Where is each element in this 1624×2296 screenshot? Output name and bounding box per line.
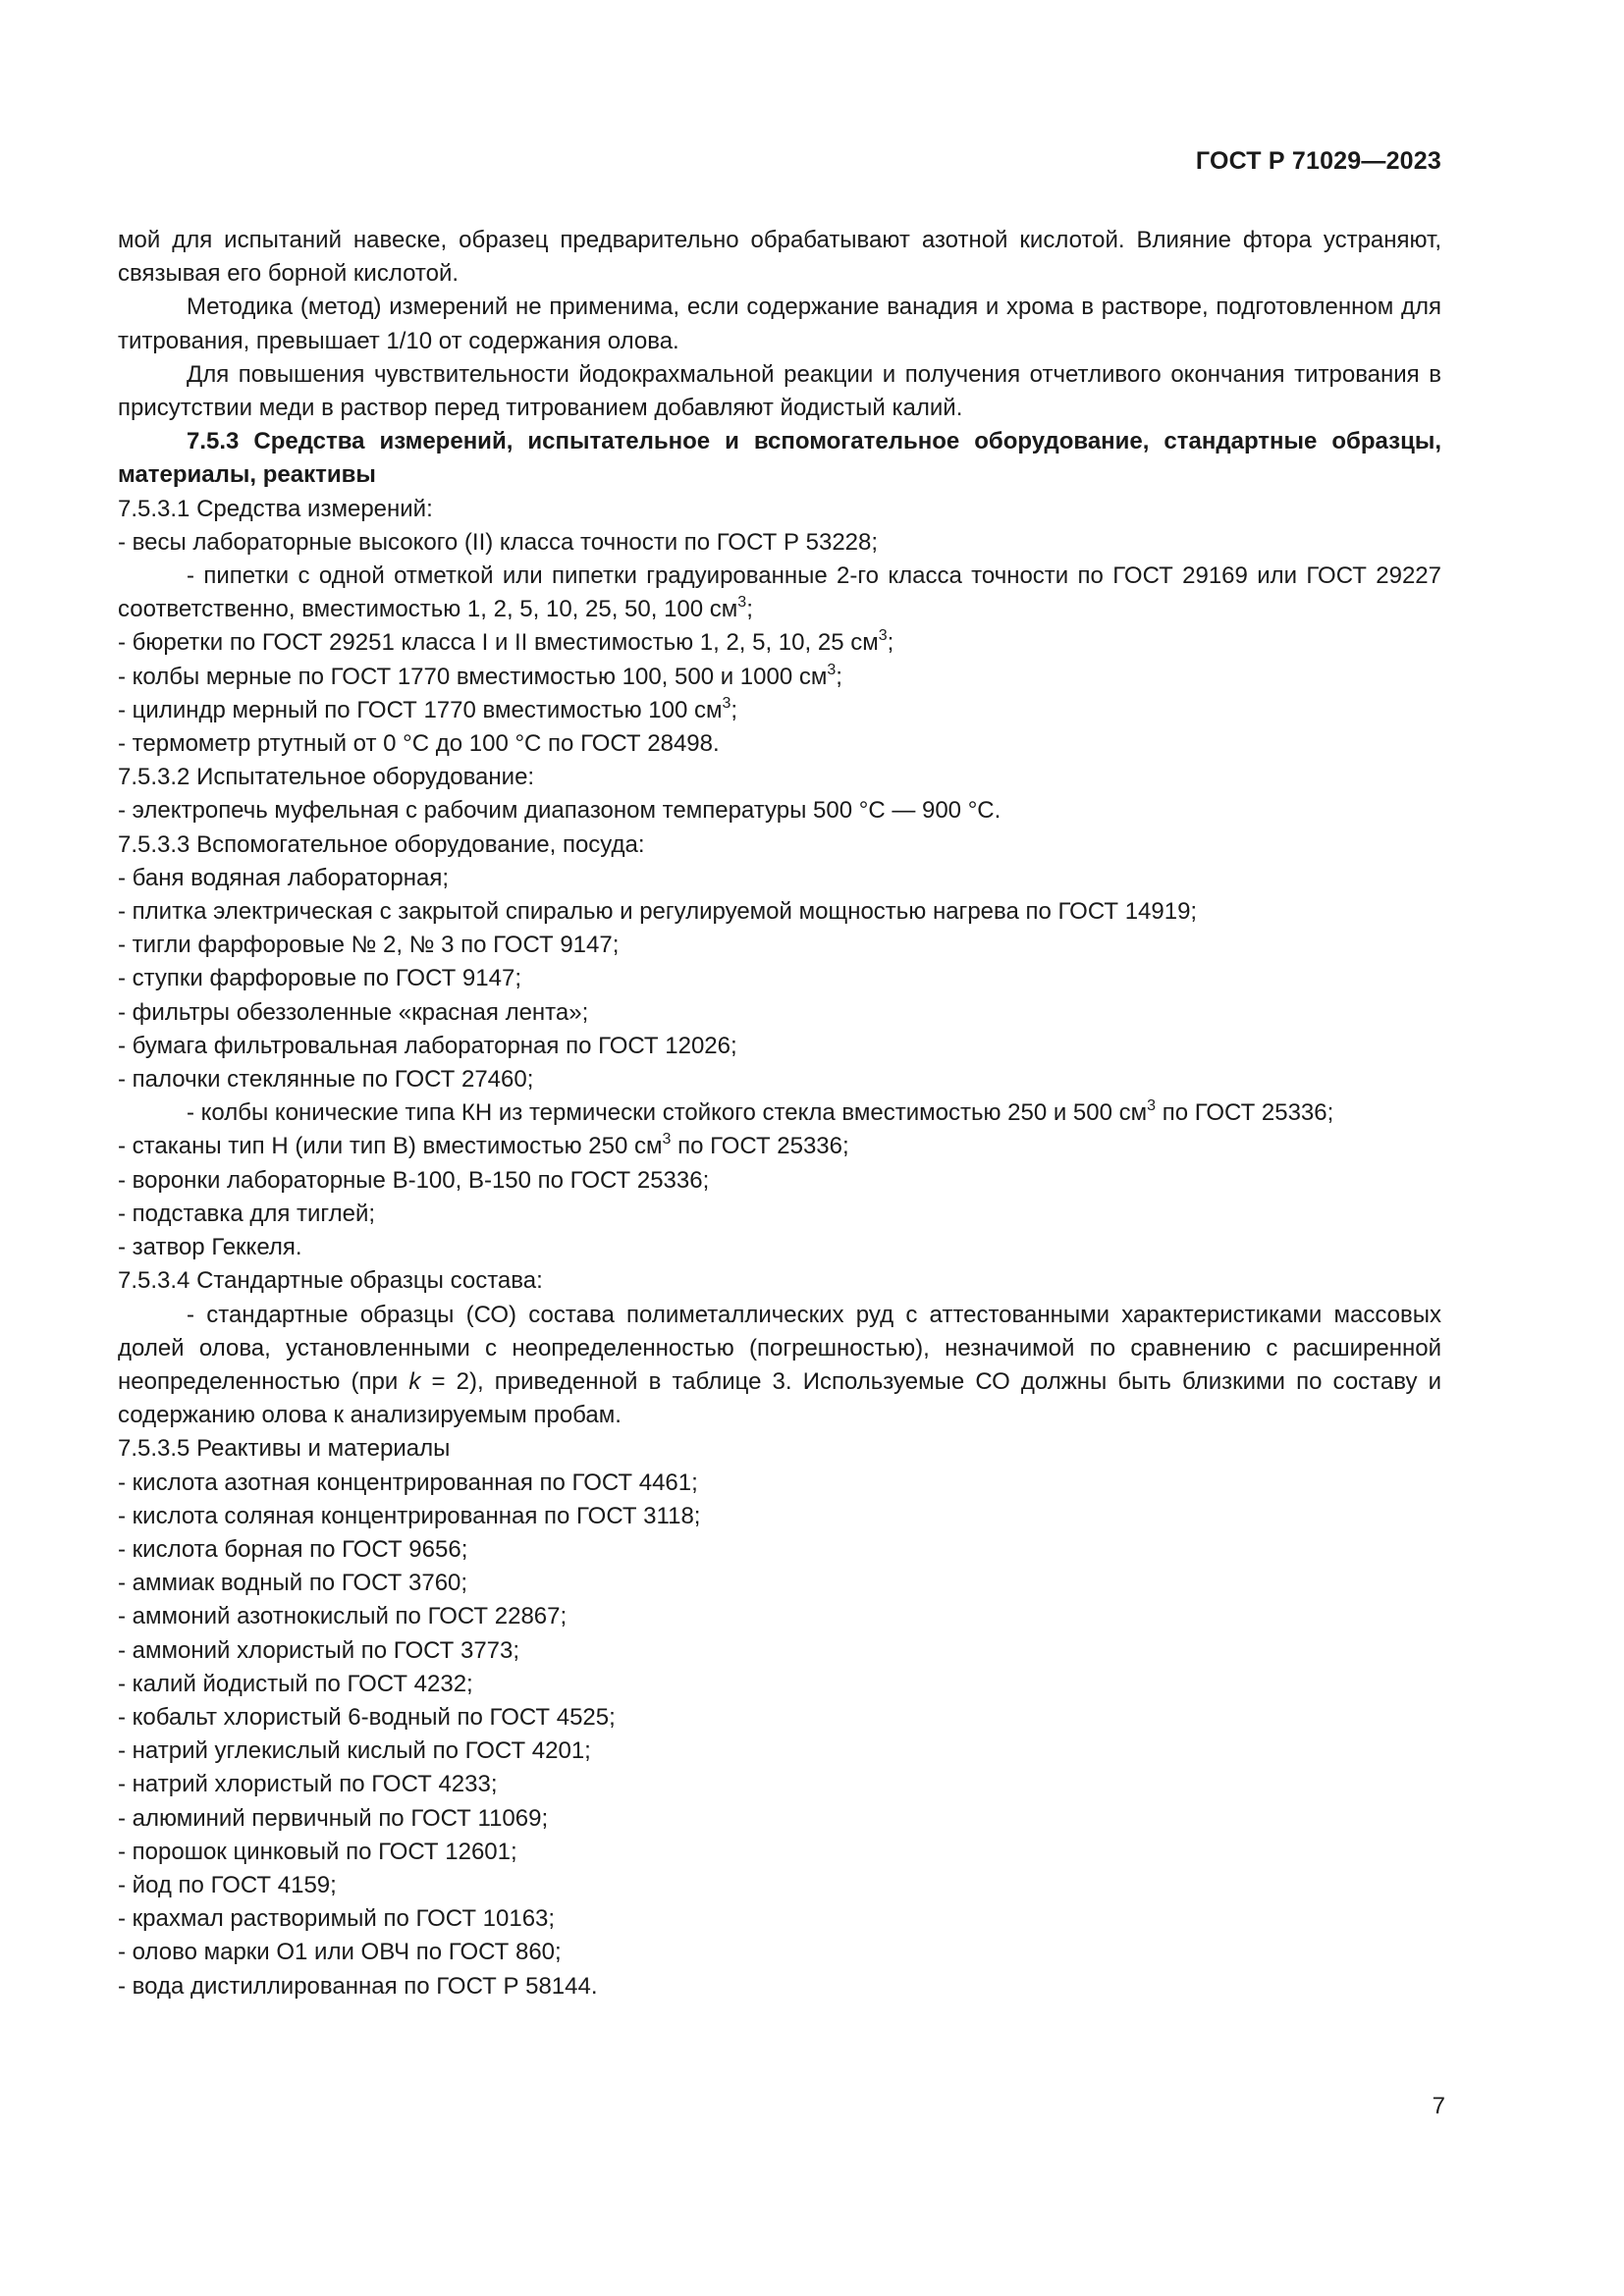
list-item <box>118 560 1441 626</box>
list-item: - кислота борная по ГОСТ 9656; <box>118 1535 468 1563</box>
subsection-heading-7-5-3-4: 7.5.3.4 Стандартные образцы состава: <box>118 1267 543 1295</box>
subsection-heading-7-5-3-3: 7.5.3.3 Вспомогательное оборудование, посуда: <box>118 830 645 858</box>
subsection-heading-7-5-3-5: 7.5.3.5 Реактивы и материалы <box>118 1435 451 1463</box>
paragraph-applicability: Методика (метод) измерений не применима, если содержание ванадия и хрома в растворе, подготовленном для титрования, превышает 1/10 от содержания олова. <box>118 294 1441 354</box>
list-item <box>118 661 1441 694</box>
list-item-text: = 2), приведенной в таблице 3. Используемые СО должны быть близкими по составу и содержанию олова к анализируемым пробам. <box>118 1367 1441 1429</box>
list-item-punct: ; <box>746 596 753 623</box>
section-heading-7-5-3: 7.5.3 Средства измерений, испытательное и вспомогательное оборудование, стандартные образцы, материалы, реактивы <box>118 428 1441 489</box>
math-variable: k <box>408 1367 421 1395</box>
list-item: - бумага фильтровальная лабораторная по ГОСТ 12026; <box>118 1032 737 1059</box>
list-item-text: - стандартные образцы (СО) состава полиметаллических руд с аттестованными характеристиками массовых долей олова, установленными с неопределенностью (погрешностью), незначимой по сравнению с расширенной неопределенностью (при <box>118 1301 1441 1395</box>
list-item: - электропечь муфельная с рабочим диапазоном температуры 500 °C — 900 °C. <box>118 797 1001 825</box>
subsection-heading-7-5-3-1: 7.5.3.1 Средства измерений: <box>118 495 433 522</box>
list-item: - аммоний азотнокислый по ГОСТ 22867; <box>118 1603 568 1630</box>
superscript: 3 <box>737 594 747 612</box>
list-item: - кобальт хлористый 6-водный по ГОСТ 4525; <box>118 1703 616 1731</box>
superscript: 3 <box>827 661 837 678</box>
list-item: - ступки фарфоровые по ГОСТ 9147; <box>118 965 521 992</box>
list-item: - термометр ртутный от 0 °C до 100 °C по ГОСТ 28498. <box>118 730 720 758</box>
list-item: - фильтры обеззоленные «красная лента»; <box>118 998 589 1026</box>
list-item: - крахмал растворимый по ГОСТ 10163; <box>118 1905 556 1933</box>
list-item-text: - пипетки с одной отметкой или пипетки градуированные 2-го класса точности по ГОСТ 29169 или ГОСТ 29227 соответственно, вместимостью 1, 2, 5, 10, 25, 50, 100 см <box>118 562 1441 623</box>
list-item: - йод по ГОСТ 4159; <box>118 1871 337 1898</box>
list-item: - олово марки О1 или ОВЧ по ГОСТ 860; <box>118 1939 562 1966</box>
list-item-text: - колбы конические типа КН из термически стойкого стекла вместимостью 250 и 500 см <box>187 1099 1148 1127</box>
page-number: 7 <box>1432 2093 1445 2119</box>
list-item: - порошок цинковый по ГОСТ 12601; <box>118 1838 517 1865</box>
list-item-punct: ; <box>731 696 738 723</box>
list-item-text: - цилиндр мерный по ГОСТ 1770 вместимостью 100 см <box>118 696 723 723</box>
list-item <box>118 1299 1441 1433</box>
list-item-punct: ; <box>887 629 894 657</box>
subsection-heading-7-5-3-2: 7.5.3.2 Испытательное оборудование: <box>118 764 535 791</box>
list-item-text: по ГОСТ 25336; <box>1156 1099 1334 1127</box>
list-item-text: - колбы мерные по ГОСТ 1770 вместимостью 100, 500 и 1000 см <box>118 663 828 690</box>
list-item: - алюминий первичный по ГОСТ 11069; <box>118 1804 549 1832</box>
list-item-text: по ГОСТ 25336; <box>671 1133 849 1160</box>
superscript: 3 <box>662 1131 672 1148</box>
list-item <box>118 626 1441 660</box>
list-item-punct: ; <box>836 663 842 690</box>
document-header: ГОСТ Р 71029—2023 <box>1195 147 1441 175</box>
list-item: - аммоний хлористый по ГОСТ 3773; <box>118 1636 520 1664</box>
list-item: - палочки стеклянные по ГОСТ 27460; <box>118 1066 534 1094</box>
list-item-text: - бюретки по ГОСТ 29251 класса I и II вместимостью 1, 2, 5, 10, 25 см <box>118 629 879 657</box>
list-item: - натрий хлористый по ГОСТ 4233; <box>118 1771 498 1798</box>
list-item: - воронки лабораторные В-100, В-150 по ГОСТ 25336; <box>118 1166 710 1194</box>
list-item: - калий йодистый по ГОСТ 4232; <box>118 1670 473 1697</box>
list-item: - кислота соляная концентрированная по ГОСТ 3118; <box>118 1502 701 1529</box>
list-item: - весы лабораторные высокого (II) класса точности по ГОСТ Р 53228; <box>118 528 879 556</box>
list-item <box>118 1130 1441 1163</box>
document-body <box>118 224 1441 2003</box>
list-item: - аммиак водный по ГОСТ 3760; <box>118 1570 468 1597</box>
list-item: - тигли фарфоровые № 2, № 3 по ГОСТ 9147; <box>118 932 620 959</box>
paragraph-continuation: мой для испытаний навеске, образец предварительно обрабатывают азотной кислотой. Влияние фтора устраняют, связывая его борной кислотой. <box>118 227 1441 288</box>
list-item: - подставка для тиглей; <box>118 1200 376 1227</box>
superscript: 3 <box>1147 1097 1157 1115</box>
reagents-list <box>118 1467 1441 2003</box>
list-item: - плитка электрическая с закрытой спиралью и регулируемой мощностью нагрева по ГОСТ 14919; <box>118 898 1198 926</box>
list-item <box>118 694 1441 727</box>
list-item: - вода дистиллированная по ГОСТ Р 58144. <box>118 1972 598 2000</box>
list-item-text: - стаканы тип Н (или тип В) вместимостью 250 см <box>118 1133 663 1160</box>
list-item: - натрий углекислый кислый по ГОСТ 4201; <box>118 1737 591 1765</box>
list-item: - затвор Геккеля. <box>118 1234 302 1261</box>
superscript: 3 <box>722 694 731 712</box>
superscript: 3 <box>878 627 888 645</box>
list-item: - кислота азотная концентрированная по ГОСТ 4461; <box>118 1468 698 1496</box>
list-item: - баня водяная лабораторная; <box>118 864 449 891</box>
paragraph-sensitivity: Для повышения чувствительности йодокрахмальной реакции и получения отчетливого окончания титрования в присутствии меди в раствор перед титрованием добавляют йодистый калий. <box>118 360 1441 422</box>
list-item <box>118 1096 1441 1130</box>
